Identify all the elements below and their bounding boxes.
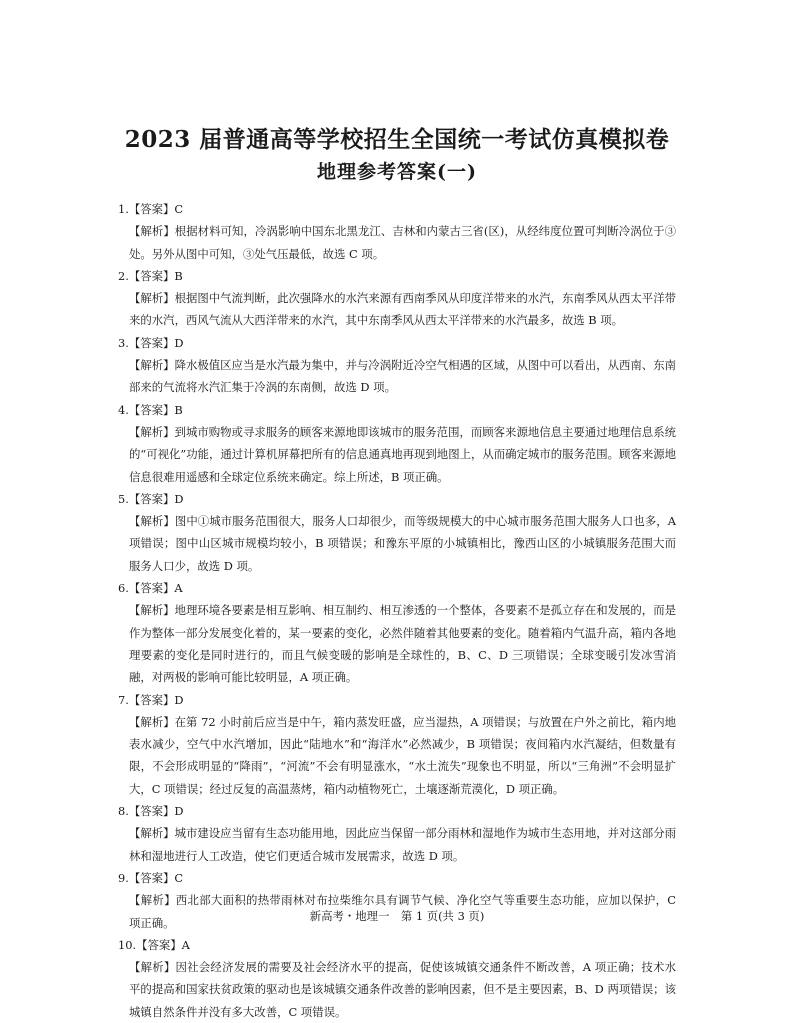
answer-explanation: 【解析】根据图中气流判断，此次强降水的水汽来源有西南季风从印度洋带来的水汽，东南季风从西太平洋带来的水汽，西风气流从大西洋带来的水汽，其中东南季风从西太平洋带来的水汽最多，故选 B 项。: [129, 291, 676, 328]
page-title: 2023 届普通高等学校招生全国统一考试仿真模拟卷: [124, 126, 670, 153]
answer-explanation: 【解析】城市建设应当留有生态功能用地，因此应当保留一部分雨林和湿地作为城市生态用地，并对这部分雨林和湿地进行人工改造，使它们更适合城市发展需求，故选 D 项。: [129, 826, 676, 863]
answer-item-3: [118, 332, 676, 399]
answer-item-6: [118, 577, 676, 688]
page-footer: 新高考・地理一 第 1 页(共 3 页): [309, 909, 485, 923]
answer-key: 8.【答案】D: [118, 804, 184, 819]
answer-item-2: [118, 265, 676, 332]
answer-item-8: [118, 800, 676, 867]
answer-item-5: [118, 488, 676, 577]
answer-explanation: 【解析】地理环境各要素是相互影响、相互制约、相互渗透的一个整体，各要素不是孤立存在和发展的，而是作为整体一部分发展变化着的，某一要素的变化，必然伴随着其他要素的变化。随着箱内气温升高，箱内各地理要素的变化是同时进行的，而且气候变暖的影响是全球性的，B、C、D 三项错误；全球变暖引发冰雪消融，对两极的影响可能比较明显，A 项正确。: [129, 603, 676, 685]
answer-item-10: [118, 934, 676, 1023]
answer-explanation: 【解析】根据材料可知，冷涡影响中国东北黑龙江、吉林和内蒙古三省(区)，从经纬度位置可判断冷涡位于③处。另外从图中可知，③处气压最低，故选 C 项。: [129, 224, 676, 261]
answer-explanation: 【解析】西北部大面积的热带雨林对布拉柴维尔具有调节气候、净化空气等重要生态功能，应加以保护，C 项正确。: [129, 893, 676, 930]
answer-key: 2.【答案】B: [118, 268, 183, 283]
answer-key: 9.【答案】C: [118, 870, 184, 885]
answer-explanation: 【解析】到城市购物或寻求服务的顾客来源地即该城市的服务范围，而顾客来源地信息主要通过地理信息系统的“可视化”功能，通过计算机屏幕把所有的信息通真地再现到地图上，从而确定城市的服务范围。顾客来源地信息很难用遥感和全球定位系统来确定。综上所述，B 项正确。: [129, 424, 677, 484]
page-subtitle: 地理参考答案(一): [317, 161, 477, 183]
answer-item-7: [118, 689, 676, 800]
answer-key: 1.【答案】C: [118, 202, 184, 216]
answer-key: 7.【答案】D: [118, 692, 184, 707]
answer-item-4: [118, 399, 676, 488]
answer-key: 5.【答案】D: [118, 491, 184, 506]
answer-key: 10.【答案】A: [118, 937, 190, 952]
answer-explanation: 【解析】降水极值区应当是水汽最为集中，并与冷涡附近冷空气相遇的区域，从图中可以看出，从西南、东南部来的气流将水汽汇集于冷涡的东南侧，故选 D 项。: [129, 358, 676, 395]
answer-explanation: 【解析】因社会经济发展的需要及社会经济水平的提高，促使该城镇交通条件不断改善，A 项正确；技术水平的提高和国家扶贫政策的驱动也是该城镇交通条件改善的影响因素，但不是主要因素，B、D 两项错误；该城镇自然条件并没有多大改善，C 项错误。: [129, 960, 676, 1019]
answer-list: [118, 198, 676, 1023]
answer-explanation: 【解析】在第 72 小时前后应当是中午，箱内蒸发旺盛，应当湿热，A 项错误；与放置在户外之前比，箱内地表水减少，空气中水汽增加，因此“陆地水”和“海洋水”必然减少，B 项错误；夜间箱内水汽凝结，但数量有限，不会形成明显的“降雨”，“河流”不会有明显涨水，“水土流失”现象也不明显，所以“三角洲”不会明显扩大，C 项错误；经过反复的高温蒸烤，箱内动植物死亡，土壤逐渐荒漠化，D 项正确。: [129, 714, 676, 796]
answer-key: 3.【答案】D: [118, 335, 184, 350]
answer-key: 6.【答案】A: [118, 581, 183, 596]
answer-key: 4.【答案】B: [118, 402, 183, 417]
answer-item-1: [118, 198, 676, 265]
answer-explanation: 【解析】图中①城市服务范围很大，服务人口却很少，而等级规模大的中心城市服务范围大服务人口也多，A 项错误；图中山区城市规模均较小，B 项错误；和豫东平原的小城镇相比，豫西山区的小城镇服务范围大而服务人口少，故选 D 项。: [129, 514, 676, 573]
